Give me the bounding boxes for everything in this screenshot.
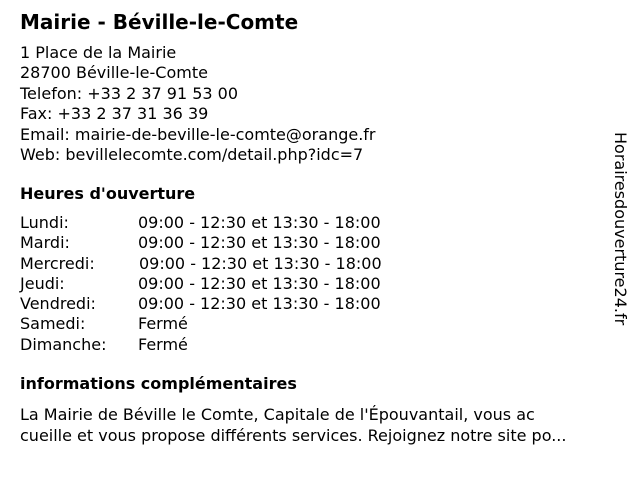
day-label: Lundi: — [20, 213, 69, 232]
hours-row-wednesday — [20, 254, 580, 274]
hours-row-tuesday — [20, 233, 580, 253]
street-address: 1 Place de la Mairie — [20, 43, 177, 62]
hours-value: 09:00 - 12:30 et 13:30 - 18:00 — [138, 233, 381, 253]
hours-row-saturday — [20, 314, 580, 334]
description-line: cueille et vous propose différents services. Rejoignez notre site po... — [20, 426, 567, 445]
day-label: Samedi: — [20, 314, 86, 334]
day-label: Mardi: — [20, 233, 70, 253]
hours-value: Fermé — [138, 314, 188, 334]
additional-info-heading: informations complémentaires — [20, 374, 297, 393]
day-label: Jeudi: — [20, 273, 65, 293]
hours-value: 09:00 - 12:30 et 13:30 - 18:00 — [138, 273, 381, 293]
fax-number: Fax: +33 2 37 31 36 39 — [20, 104, 209, 124]
description-line: La Mairie de Béville le Comte, Capitale de l'Épouvantail, vous ac — [20, 405, 535, 424]
hours-value: 09:00 - 12:30 et 13:30 - 18:00 — [139, 253, 382, 273]
opening-hours-table — [20, 213, 580, 355]
hours-row-thursday — [20, 274, 580, 294]
website: Web: bevillelecomte.com/detail.php?idc=7 — [20, 145, 364, 165]
day-label: Dimanche: — [20, 334, 107, 354]
hours-value: 09:00 - 12:30 et 13:30 - 18:00 — [138, 294, 381, 314]
hours-row-friday — [20, 294, 580, 314]
site-watermark-text: Horairesdouverture24.fr — [611, 132, 630, 326]
address-block — [20, 43, 580, 165]
site-watermark — [610, 132, 630, 372]
description-text — [20, 404, 620, 446]
hours-value: 09:00 - 12:30 et 13:30 - 18:00 — [138, 213, 381, 232]
hours-row-monday — [20, 213, 580, 233]
postal-city: 28700 Béville-le-Comte — [20, 63, 208, 83]
hours-row-sunday — [20, 335, 580, 355]
page-title: Mairie - Béville-le-Comte — [20, 10, 299, 34]
phone-number: Telefon: +33 2 37 91 53 00 — [20, 83, 239, 103]
day-label: Mercredi: — [20, 253, 95, 273]
day-label: Vendredi: — [20, 294, 96, 314]
opening-hours-heading: Heures d'ouverture — [20, 184, 196, 203]
hours-value: Fermé — [138, 334, 188, 354]
email-address: Email: mairie-de-beville-le-comte@orange.fr — [20, 124, 376, 144]
